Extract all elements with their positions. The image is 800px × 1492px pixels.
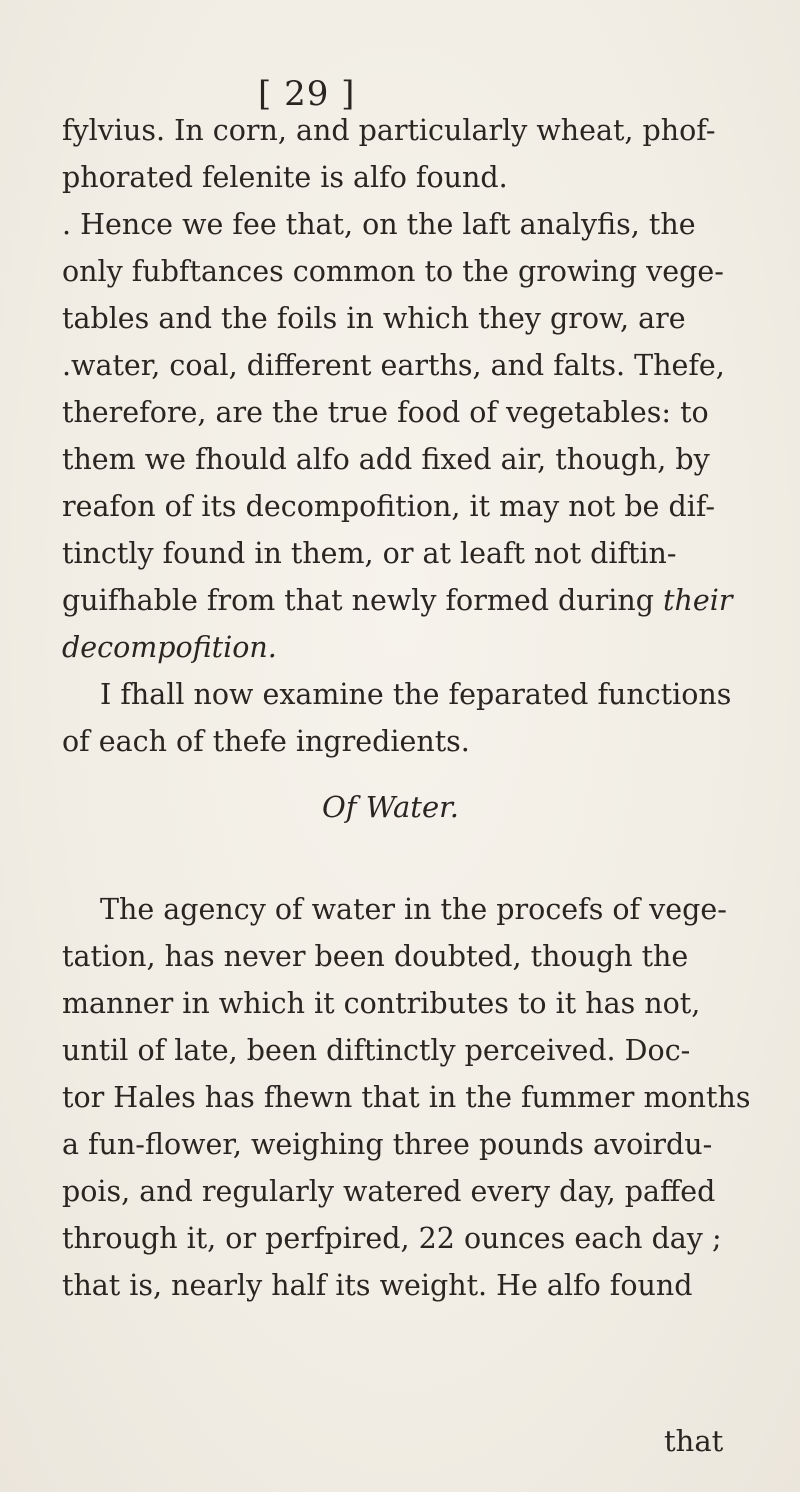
text-line: phorated felenite is alfo found.	[62, 161, 508, 194]
text-line: pois, and regularly watered every day, paffed	[62, 1175, 716, 1208]
section-heading: Of Water.	[322, 790, 460, 824]
text-line: manner in which it contributes to it has not,	[62, 987, 701, 1020]
text-line: them we fhould alfo add fixed air, though, by	[62, 443, 710, 476]
text-line: reafon of its decompofition, it may not be dif-	[62, 490, 716, 523]
text-line: only fubftances common to the growing vege-	[62, 255, 724, 288]
text-line: fylvius. In corn, and particularly wheat, phof-	[62, 114, 716, 147]
text-line: therefore, are the true food of vegetables: to	[62, 396, 709, 429]
text-line	[62, 584, 733, 617]
text-line: tation, has never been doubted, though the	[62, 940, 689, 973]
text-line: through it, or perfpired, 22 ounces each day ;	[62, 1222, 722, 1255]
text-line: I fhall now examine the feparated functions	[100, 678, 732, 711]
text-line: . Hence we fee that, on the laft analyfis, the	[62, 208, 696, 241]
text-line: that is, nearly half its weight. He alfo found	[62, 1269, 693, 1302]
text-line: .water, coal, different earths, and falts. Thefe,	[62, 349, 725, 382]
page-number-header: [ 29 ]	[258, 74, 356, 114]
text-line-roman: guifhable from that newly formed during	[62, 584, 654, 617]
catchword: that	[664, 1424, 724, 1458]
text-line: of each of thefe ingredients.	[62, 725, 470, 758]
italic-word: their	[663, 584, 733, 617]
text-line: a fun-flower, weighing three pounds avoirdu-	[62, 1128, 713, 1161]
text-line: until of late, been diftinctly perceived. Doc-	[62, 1034, 691, 1067]
text-line: tables and the foils in which they grow, are	[62, 302, 686, 335]
text-line: The agency of water in the procefs of vege-	[100, 893, 727, 926]
text-line: tinctly found in them, or at leaft not diftin-	[62, 537, 677, 570]
italic-line: decompofition.	[62, 631, 277, 664]
text-line: tor Hales has fhewn that in the fummer months	[62, 1081, 751, 1114]
